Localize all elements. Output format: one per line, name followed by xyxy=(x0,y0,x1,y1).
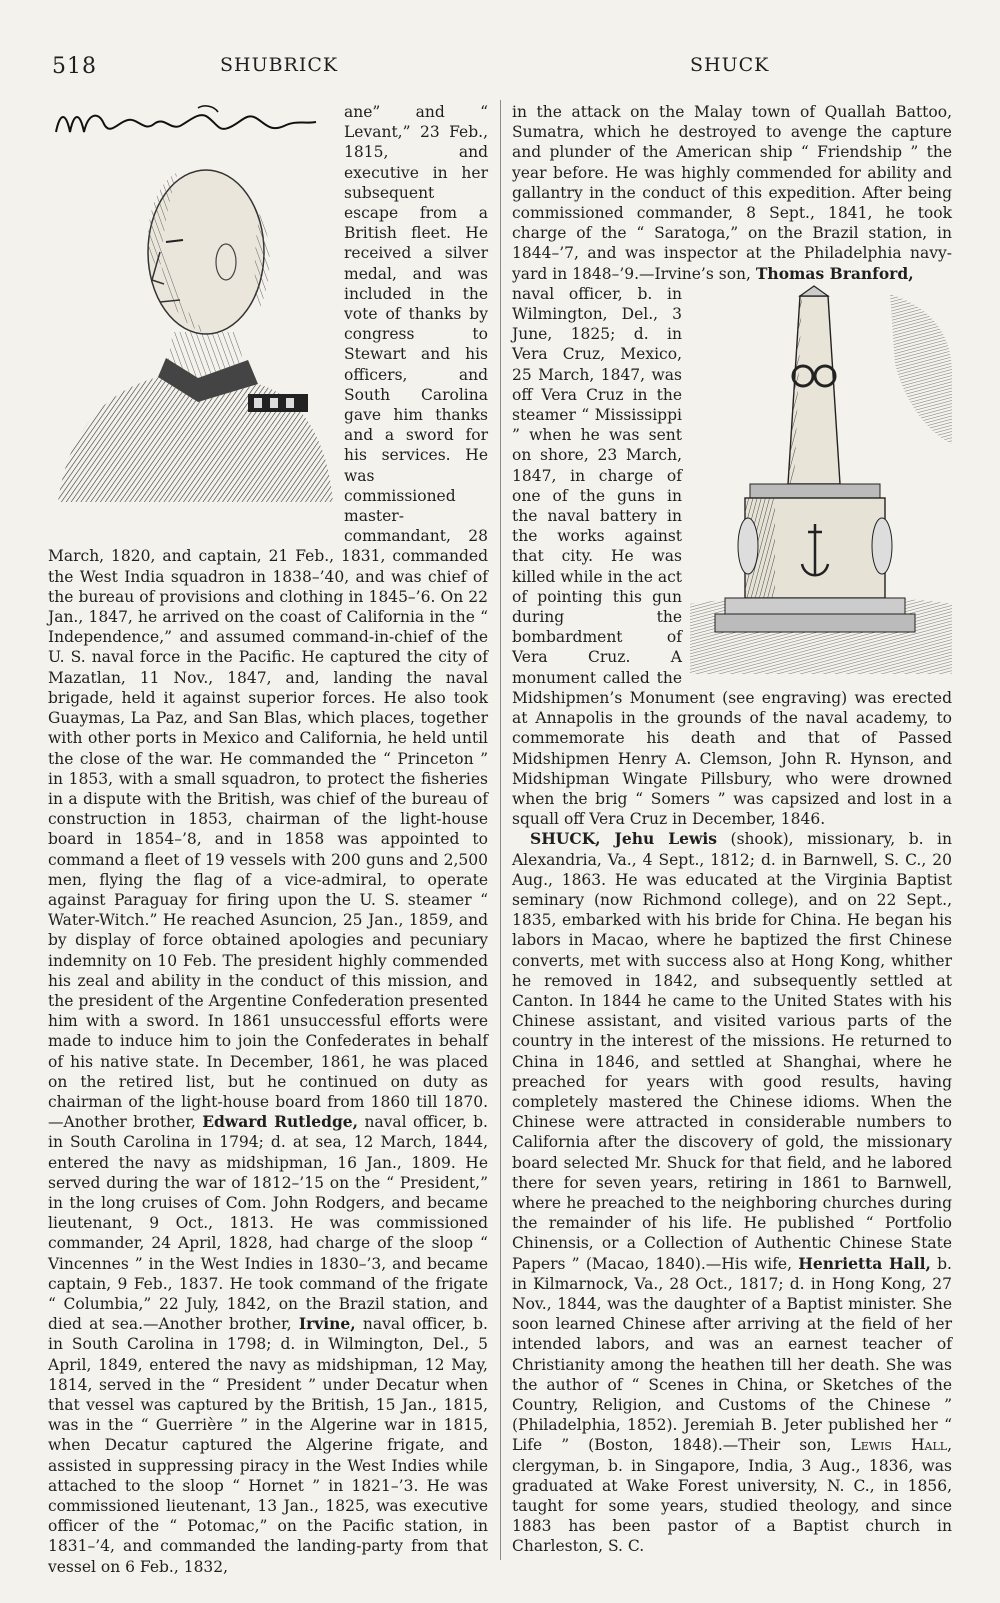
shuck-text: (shook), missionary, b. in Alexandria, Va., 4 Sept., 1812; d. in Barnwell, S. C., 20 Aug., 1863. He was educated at the Virginia Baptist seminary (now Richmond college), and on 22 Sept., 1835, embarked with his bride for China. He began his labors in Macao, where he baptized the first Chinese converts, met with success also at Hong Kong, whither he removed in 1842, and subsequently settled at Canton. In 1844 he came to the United States with his Chinese assistant, and visited various parts of the country in the interest of the missions. He returned to China in 1846, and settled at Shanghai, where he preached for years with good results, having completely mastered the Chinese idioms. When the Chinese were attracted in considerable numbers to California after the discovery of gold, the missionary board selected Mr. Shuck for that field, and he labored there for seven years, retiring in 1861 to Barnwell, where he preached to the neighboring churches during the remainder of his life. He published “ Portfolio Chinensis, or a Collection of Authentic Chinese State Papers ” (Macao, 1840).—His wife, xyxy=(512,830,952,1273)
monument-engraving-icon xyxy=(690,284,952,676)
name-thomas-branford: Thomas Branford, xyxy=(755,263,914,283)
monument-figure xyxy=(690,284,952,676)
running-header xyxy=(52,54,958,84)
portrait-figure xyxy=(48,102,338,534)
left-intro-text: ane” and “ Levant,” 23 Feb., 1815, and executive in her subsequent escape from a British fleet. He received a silver medal, and was included in the vote of thanks by congress to Stewart and his officers, and South Carolina gave him thanks and a sword for his services. He was commissioned master-commandant, 28 March, 1820, and captain, 21 Feb., 1831, commanded the West India squadron in 1838–’40, and was chief of the bureau of provisions and clothing in 1845–’6. On 22 Jan., 1847, he arrived on the coast of California in the “ Independence,” and assumed command-in-chief of the U. S. naval force in the Pacific. He captured the city of Mazatlan, 11 Nov., 1847, and, landing the naval brigade, held it against superior forces. He also took Guaymas, La Paz, and San Blas, which places, together with other ports in Mexico and California, he held until the close of the war. He commanded the “ Princeton ” in 1853, with a small squadron, to protect the fisheries in a dispute with the British, was chief of the bureau of construction in 1853, chairman of the light-house board in 1854–’8, and in 1858 was appointed to command a fleet of 19 vessels with 200 guns and 2,500 men, flying the flag of a vice-admiral, to operate against Paraguay for firing upon the U. S. steamer “ Water-Witch.” He reached Asuncion, 25 Jan., 1859, and by display of force obtained apologies and pecuniary indemnity on 10 Feb. The president highly commended his zeal and ability in the conduct of this mission, and the president of the Argentine Confederation presented him with a sword. In 1861 unsuccessful efforts were made to induce him to join the Confederates in behalf of his native state. In December, 1861, he was placed on the retired list, but he continued on duty as chairman of the light-house board from 1860 till 1870.—Another brother, xyxy=(48,103,488,1132)
name-jehu-lewis-shuck: SHUCK, Jehu Lewis xyxy=(530,829,717,849)
irvine-text: naval officer, b. in South Carolina in 1798; d. in Wilmington, Del., 5 April, 1849, entered the navy as midshipman, 12 May, 1814, served in the “ President ” under Decatur when that vessel was captured by the British, 15 Jan., 1815, was in the “ Guerrière ” in the Algerine war in 1815, when Decatur captured the Algerine frigate, and assisted in suppressing piracy in the West Indies while attached to the sloop “ Hornet ” in 1821–’3. He was commissioned lieutenant, 13 Jan., 1825, was executive officer of the “ Potomac,” on the Pacific station, in 1831–’4, and commanded the landing-party from that vessel on 6 Feb., 1832, xyxy=(48,1315,488,1576)
signature-icon xyxy=(48,102,338,142)
right-intro-text: in the attack on the Malay town of Quallah Battoo, Sumatra, which he destroyed to avenge the capture and plunder of the American ship “ Friendship ” the year before. He was highly commended for ability and gallantry in the conduct of this expedition. After being commissioned commander, 8 Sept., 1841, he took charge of the “ Saratoga,” on the Brazil station, in 1844–’7, and was inspector at the Philadelphia navy-yard in 1848–’9.—Irvine’s son, xyxy=(512,103,952,283)
left-running-head: SHUBRICK xyxy=(220,54,339,76)
name-edward-rutledge: Edward Rutledge, xyxy=(202,1112,359,1132)
page-number: 518 xyxy=(52,54,97,79)
portrait-engraving-icon xyxy=(48,102,338,512)
name-lewis-hall: Lewis Hall, xyxy=(850,1436,952,1455)
right-running-head: SHUCK xyxy=(690,54,770,76)
henrietta-text: b. in Kilmarnock, Va., 28 Oct., 1817; d. in Hong Kong, 27 Nov., 1844, was the daughter of a Baptist minister. She soon learned Chinese after arriving at the field of her intended labors, and was an earnest teacher of Christianity among the heathen till her death. She was the author of “ Scenes in China, or Sketches of the Country, Religion, and Customs of the Chinese ” (Philadelphia, 1852). Jeremiah B. Jeter published her “ Life ” (Boston, 1848).—Their son, xyxy=(512,1254,952,1455)
left-column xyxy=(48,102,488,1577)
edward-text: naval officer, b. in South Carolina in 1794; d. at sea, 12 March, 1844, entered the navy as midshipman, 16 Jan., 1809. He served during the war of 1812–’15 on the “ President,” in the long cruises of Com. John Rodgers, and became lieutenant, 9 Oct., 1813. He was commissioned commander, 24 April, 1828, had charge of the sloop “ Vincennes ” in the West Indies in 1830–’3, and became captain, 9 Feb., 1837. He took command of the frigate “ Columbia,” 22 July, 1842, on the Brazil station, and died at sea.—Another brother, xyxy=(48,1113,488,1334)
name-henrietta-hall: Henrietta Hall, xyxy=(798,1253,931,1273)
right-column xyxy=(512,102,952,1557)
thomas-text: naval officer, b. in Wilmington, Del., 3 June, 1825; d. in Vera Cruz, Mexico, 25 March, 1847, was off Vera Cruz in the steamer “ Mississippi ” when he was sent on shore, 23 March, 1847, in charge of one of the guns in the naval battery in the works against that city. He was killed while in the act of pointing this gun during the bombardment of Vera Cruz. A monument called the Midshipmen’s Monument (see engraving) was erected at Annapolis in the grounds of the naval academy, to commemorate his death and that of Passed Midshipmen Henry A. Clemson, John R. Hynson, and Midshipman Wingate Pillsbury, who were drowned when the brig “ Somers ” was capsized and lost in a squall off Vera Cruz in December, 1846. xyxy=(512,284,952,829)
name-irvine: Irvine, xyxy=(298,1314,356,1334)
lewis-text: clergyman, b. in Singapore, India, 3 Aug., 1836, was graduated at Wake Forest university, N. C., in 1856, taught for some years, studied theology, and since 1883 has been pastor of a Baptist church in Charleston, S. C. xyxy=(512,1456,952,1556)
column-divider xyxy=(500,100,501,1560)
